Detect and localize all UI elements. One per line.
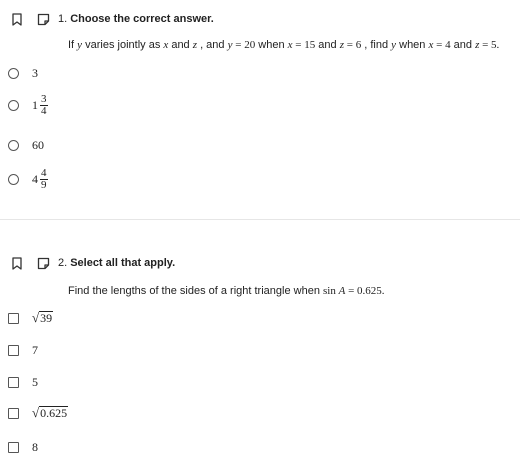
checkbox[interactable] — [8, 377, 19, 388]
note-icon[interactable] — [36, 11, 50, 27]
answer-option[interactable] — [8, 66, 38, 81]
option-label — [32, 168, 48, 191]
checkbox[interactable] — [8, 408, 19, 419]
answer-option[interactable] — [8, 168, 48, 191]
question-1 — [0, 9, 520, 209]
option-label — [32, 406, 68, 420]
option-label: 7 — [32, 343, 38, 357]
question-number: 1. — [58, 13, 68, 25]
radio-button[interactable] — [8, 174, 19, 185]
question-title: Choose the correct answer. — [70, 13, 214, 25]
mixed-number: 1 $\frac{3}{4}$ — [32, 93, 47, 117]
mixed-number: 4 $\frac{4}{9}$ — [32, 167, 47, 191]
radio-button[interactable] — [8, 68, 19, 79]
question-title: Select all that apply. — [70, 257, 176, 269]
question-2 — [0, 253, 520, 468]
option-label: 3 — [32, 66, 38, 80]
option-label: 5 — [32, 375, 38, 389]
question-2-header — [10, 253, 175, 273]
radio-button[interactable] — [8, 140, 19, 151]
bookmark-icon[interactable] — [10, 255, 24, 271]
option-label — [32, 311, 53, 325]
square-root: √ 0.625 — [32, 405, 68, 420]
answer-option[interactable] — [8, 406, 68, 420]
section-divider — [0, 219, 520, 220]
square-root: √ 39 — [32, 310, 53, 325]
answer-option[interactable] — [8, 343, 38, 358]
answer-option[interactable] — [8, 375, 38, 390]
checkbox[interactable] — [8, 345, 19, 356]
answer-option[interactable] — [8, 94, 48, 117]
checkbox[interactable] — [8, 442, 19, 453]
question-prompt: If y varies jointly as x and z , and y = 20 when x = 15 and z = 6 , find y when x = 4 and z = 5. — [68, 39, 500, 51]
checkbox[interactable] — [8, 313, 19, 324]
answer-option[interactable] — [8, 311, 53, 325]
answer-option[interactable] — [8, 138, 44, 153]
option-label: 60 — [32, 138, 44, 152]
question-number: 2. — [58, 257, 68, 269]
question-prompt: Find the lengths of the sides of a right triangle when sin A = 0.625. — [68, 285, 385, 297]
bookmark-icon[interactable] — [10, 11, 24, 27]
option-label: 8 — [32, 440, 38, 454]
note-icon[interactable] — [36, 255, 50, 271]
answer-option[interactable] — [8, 440, 38, 455]
option-label — [32, 94, 48, 117]
radio-button[interactable] — [8, 100, 19, 111]
question-1-header — [10, 9, 214, 29]
